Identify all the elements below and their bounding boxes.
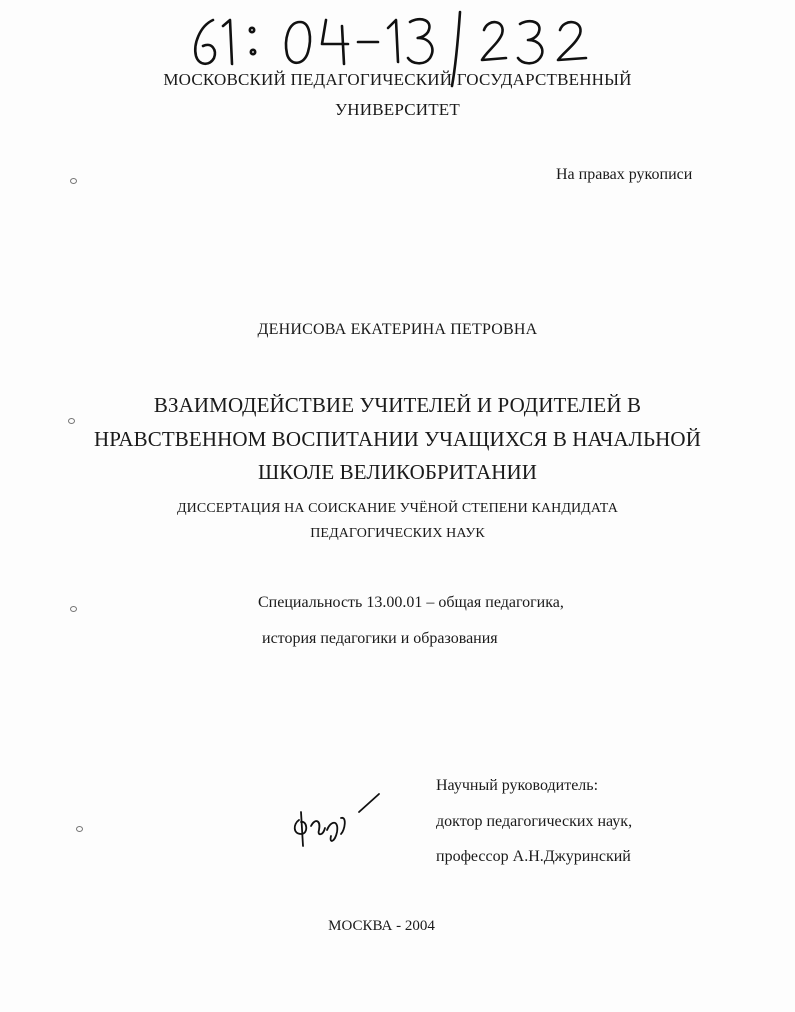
specialty-line-1: Специальность 13.00.01 – общая педагогика, xyxy=(258,594,564,611)
dissertation-title-line-1: ВЗАИМОДЕЙСТВИЕ УЧИТЕЛЕЙ И РОДИТЕЛЕЙ В xyxy=(153,393,642,417)
degree-subtitle-line-1: ДИССЕРТАЦИЯ НА СОИСКАНИЕ УЧЁНОЙ СТЕПЕНИ КАНДИДАТА xyxy=(177,501,618,516)
rights-note: На правах рукописи xyxy=(556,166,693,183)
university-name-line-2: УНИВЕРСИТЕТ xyxy=(335,100,460,119)
scan-speck xyxy=(68,418,75,424)
scan-speck xyxy=(70,606,77,612)
dissertation-title-line-3: ШКОЛЕ ВЕЛИКОБРИТАНИИ xyxy=(257,460,538,484)
university-name-line-1: МОСКОВСКИЙ ПЕДАГОГИЧЕСКИЙ ГОСУДАРСТВЕННЫЙ xyxy=(163,70,632,89)
city-year: МОСКВА - 2004 xyxy=(328,918,435,934)
supervisor-label: Научный руководитель: xyxy=(436,777,599,794)
scan-speck xyxy=(76,826,83,832)
supervisor-degree: доктор педагогических наук, xyxy=(436,813,633,830)
signature-mark xyxy=(285,790,385,850)
scan-speck xyxy=(70,178,77,184)
author-name: ДЕНИСОВА ЕКАТЕРИНА ПЕТРОВНА xyxy=(257,321,538,338)
supervisor-name: профессор А.Н.Джуринский xyxy=(436,848,631,865)
specialty-line-2: история педагогики и образования xyxy=(262,630,498,647)
degree-subtitle-line-2: ПЕДАГОГИЧЕСКИХ НАУК xyxy=(310,526,485,541)
dissertation-title-line-2: НРАВСТВЕННОМ ВОСПИТАНИИ УЧАЩИХСЯ В НАЧАЛЬНОЙ xyxy=(94,427,701,451)
